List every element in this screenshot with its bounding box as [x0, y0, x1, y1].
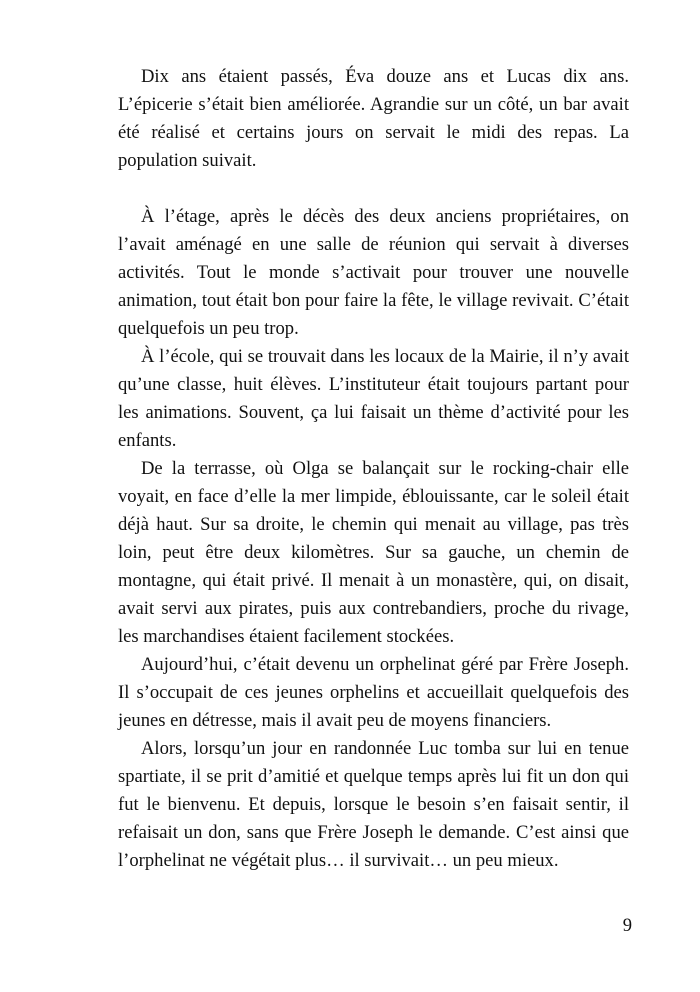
page-number: 9 [622, 915, 632, 936]
paragraph-2: À l’étage, après le décès des deux anciens propriétaires, on l’avait aménagé en une salle de réunion qui servait à diverses activités. Tout le monde s’activait pour trouver une nouvelle animation, tout était bon pour faire la fête, le village revivait. C’était quelquefois un peu trop. [118, 206, 629, 339]
paragraph-1: Dix ans étaient passés, Éva douze ans et Lucas dix ans. L’épicerie s’était bien améliorée. Agrandie sur un côté, un bar avait été réalisé et certains jours on servait le midi des repas. La population suivait. [118, 66, 629, 171]
paragraph-4: De la terrasse, où Olga se balançait sur le rocking-chair elle voyait, en face d’elle la mer limpide, éblouissante, car le soleil était déjà haut. Sur sa droite, le chemin qui menait au village, pas très loin, peut être deux kilomètres. Sur sa gauche, un chemin de montagne, qui était privé. Il menait à un monastère, qui, on disait, avait servi aux pirates, puis aux contrebandiers, proche du rivage, les marchandises étaient facilement stockées. [118, 458, 629, 647]
paragraph-6: Alors, lorsqu’un jour en randonnée Luc tomba sur lui en tenue spartiate, il se prit d’amitié et quelque temps après lui fit un don qui fut le bienvenu. Et depuis, lorsque le besoin s’en faisait sentir, il refaisait un don, sans que Frère Joseph le demande. C’est ainsi que l’orphelinat ne végétait plus… il survivait… un peu mieux. [118, 738, 629, 871]
paragraph-3: À l’école, qui se trouvait dans les locaux de la Mairie, il n’y avait qu’une classe, huit élèves. L’instituteur était toujours partant pour les animations. Souvent, ça lui faisait un thème d’activité pour les enfants. [118, 346, 629, 451]
paragraph-5: Aujourd’hui, c’était devenu un orphelinat géré par Frère Joseph. Il s’occupait de ces jeunes orphelins et accueillait quelquefois des jeunes en détresse, mais il avait peu de moyens financiers. [118, 654, 629, 731]
body-text [118, 63, 629, 875]
